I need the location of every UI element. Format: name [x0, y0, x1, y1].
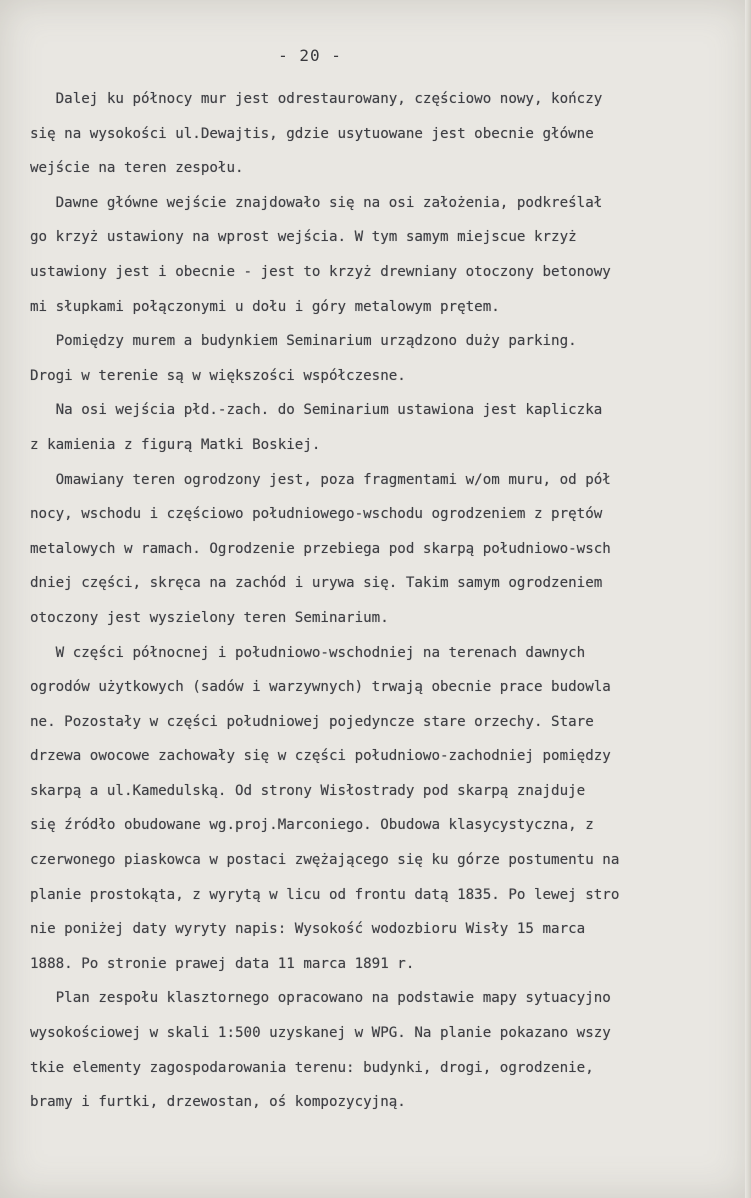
text-line: się na wysokości ul.Dewajtis, gdzie usytuowane jest obecnie główne: [30, 125, 594, 142]
text-line: drzewa owocowe zachowały się w części południowo-zachodniej pomiędzy: [30, 748, 611, 765]
text-line: wysokościowej w skali 1:500 uzyskanej w WPG. Na planie pokazano wszy: [30, 1025, 611, 1042]
text-line: dniej części, skręca na zachód i urywa się. Takim samym ogrodzeniem: [30, 575, 603, 592]
text-line: nie poniżej daty wyryty napis: Wysokość wodozbioru Wisły 15 marca: [30, 921, 586, 938]
text-line: mi słupkami połączonymi u dołu i góry metalowym prętem.: [30, 298, 500, 315]
text-line: 1888. Po stronie prawej data 11 marca 1891 r.: [30, 955, 415, 972]
text-line: nocy, wschodu i częściowo południowego-wschodu ogrodzeniem z prętów: [30, 506, 603, 523]
text-line: Plan zespołu klasztornego opracowano na podstawie mapy sytuacyjno: [30, 990, 611, 1007]
text-line: Dawne główne wejście znajdowało się na osi założenia, podkreślał: [30, 194, 603, 211]
text-line: planie prostokąta, z wyrytą w licu od frontu datą 1835. Po lewej stro: [30, 886, 620, 903]
typewritten-text: [30, 82, 736, 1120]
text-line: bramy i furtki, drzewostan, oś kompozycyjną.: [30, 1094, 406, 1111]
text-line: Pomiędzy murem a budynkiem Seminarium urządzono duży parking.: [30, 333, 577, 350]
text-line: z kamienia z figurą Matki Boskiej.: [30, 436, 321, 453]
text-line: Na osi wejścia płd.-zach. do Seminarium ustawiona jest kapliczka: [30, 402, 603, 419]
text-line: skarpą a ul.Kamedulską. Od strony Wisłostrady pod skarpą znajduje: [30, 782, 586, 799]
page-number: - 20 -: [278, 46, 342, 65]
text-line: ustawiony jest i obecnie - jest to krzyż drewniany otoczony betonowy: [30, 263, 611, 280]
text-line: Dalej ku północy mur jest odrestaurowany, częściowo nowy, kończy: [30, 91, 603, 107]
text-line: W części północnej i południowo-wschodniej na terenach dawnych: [30, 644, 586, 661]
text-line: Omawiany teren ogrodzony jest, poza fragmentami w/om muru, od pół: [30, 471, 611, 488]
text-line: ogrodów użytkowych (sadów i warzywnych) trwają obecnie prace budowla: [30, 679, 611, 696]
text-line: się źródło obudowane wg.proj.Marconiego. Obudowa klasycystyczna, z: [30, 817, 594, 834]
text-line: wejście na teren zespołu.: [30, 160, 244, 177]
text-line: otoczony jest wyszielony teren Seminarium.: [30, 609, 389, 626]
text-line: metalowych w ramach. Ogrodzenie przebiega pod skarpą południowo-wsch: [30, 540, 611, 557]
page-edge: [745, 0, 751, 1198]
text-line: Drogi w terenie są w większości współczesne.: [30, 367, 406, 384]
text-line: tkie elementy zagospodarowania terenu: budynki, drogi, ogrodzenie,: [30, 1059, 594, 1076]
text-line: ne. Pozostały w części południowej pojedyncze stare orzechy. Stare: [30, 713, 594, 730]
text-line: czerwonego piaskowca w postaci zwężającego się ku górze postumentu na: [30, 852, 620, 869]
text-line: go krzyż ustawiony na wprost wejścia. W tym samym miejscue krzyż: [30, 229, 577, 246]
